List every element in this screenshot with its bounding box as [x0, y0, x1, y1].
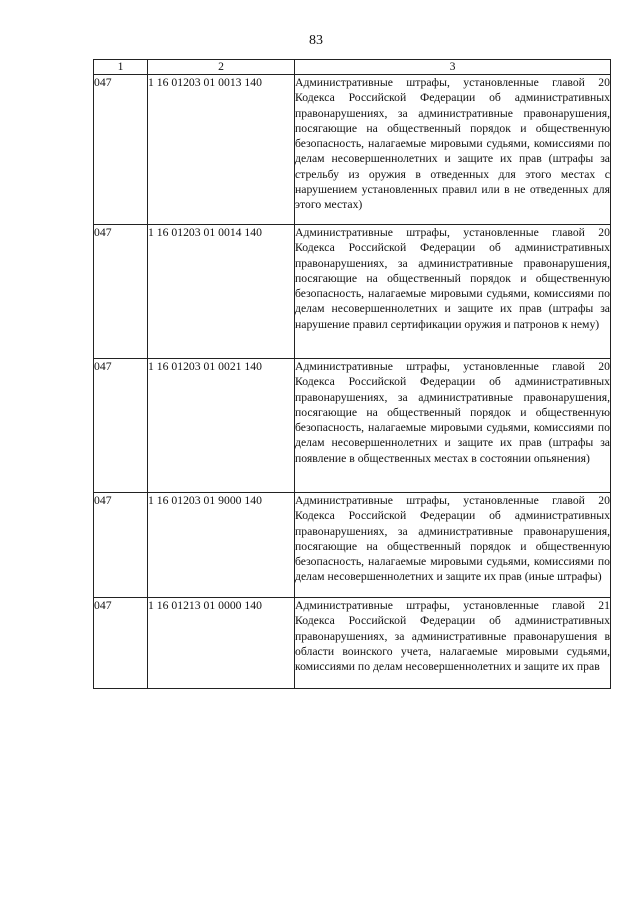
header-row — [94, 60, 611, 75]
table-row — [94, 359, 611, 493]
description-cell: Административные штрафы, установленные главой 20 Кодекса Российской Федерации об административных правонарушениях, за административные правонарушения, посягающие на общественный порядок и общественную безопасность, налагаемые мировыми судьями, комиссиями по делам несовершеннолетних и защите их прав (штрафы за появление в общественных местах в состоянии опьянения) — [295, 359, 611, 493]
kbk-code-cell: 1 16 01203 01 0013 140 — [148, 75, 295, 225]
kbk-code-cell: 1 16 01213 01 0000 140 — [148, 598, 295, 689]
admin-code-cell: 047 — [94, 493, 148, 598]
admin-code-cell: 047 — [94, 225, 148, 359]
admin-code-cell: 047 — [94, 359, 148, 493]
table-row — [94, 598, 611, 689]
description-cell: Административные штрафы, установленные главой 21 Кодекса Российской Федерации об административных правонарушениях, за административные правонарушения в области воинского учета, налагаемые мировыми судьями, комиссиями по делам несовершеннолетних и защите их прав — [295, 598, 611, 689]
header-column-1: 1 — [94, 60, 148, 75]
description-cell: Административные штрафы, установленные главой 20 Кодекса Российской Федерации об административных правонарушениях, за административные правонарушения, посягающие на общественный порядок и общественную безопасность, налагаемые мировыми судьями, комиссиями по делам несовершеннолетних и защите их прав (штрафы за нарушение правил сертификации оружия и патронов к нему) — [295, 225, 611, 359]
table-row — [94, 225, 611, 359]
admin-code-cell: 047 — [94, 75, 148, 225]
table-row — [94, 493, 611, 598]
description-cell: Административные штрафы, установленные главой 20 Кодекса Российской Федерации об административных правонарушениях, за административные правонарушения, посягающие на общественный порядок и общественную безопасность, налагаемые мировыми судьями, комиссиями по делам несовершеннолетних и защите их прав (иные штрафы) — [295, 493, 611, 598]
description-cell: Административные штрафы, установленные главой 20 Кодекса Российской Федерации об административных правонарушениях, за административные правонарушения, посягающие на общественный порядок и общественную безопасность, налагаемые мировыми судьями, комиссиями по делам несовершеннолетних и защите их прав (штрафы за стрельбу из оружия в отведенных для этого местах с нарушением установленных правил или в не отведенных для этого местах) — [295, 75, 611, 225]
header-column-2: 2 — [148, 60, 295, 75]
page-number: 83 — [309, 33, 323, 48]
kbk-code-cell: 1 16 01203 01 0021 140 — [148, 359, 295, 493]
kbk-code-cell: 1 16 01203 01 9000 140 — [148, 493, 295, 598]
header-column-3: 3 — [295, 60, 611, 75]
budget-codes-table — [93, 59, 611, 689]
admin-code-cell: 047 — [94, 598, 148, 689]
table-row — [94, 75, 611, 225]
kbk-code-cell: 1 16 01203 01 0014 140 — [148, 225, 295, 359]
